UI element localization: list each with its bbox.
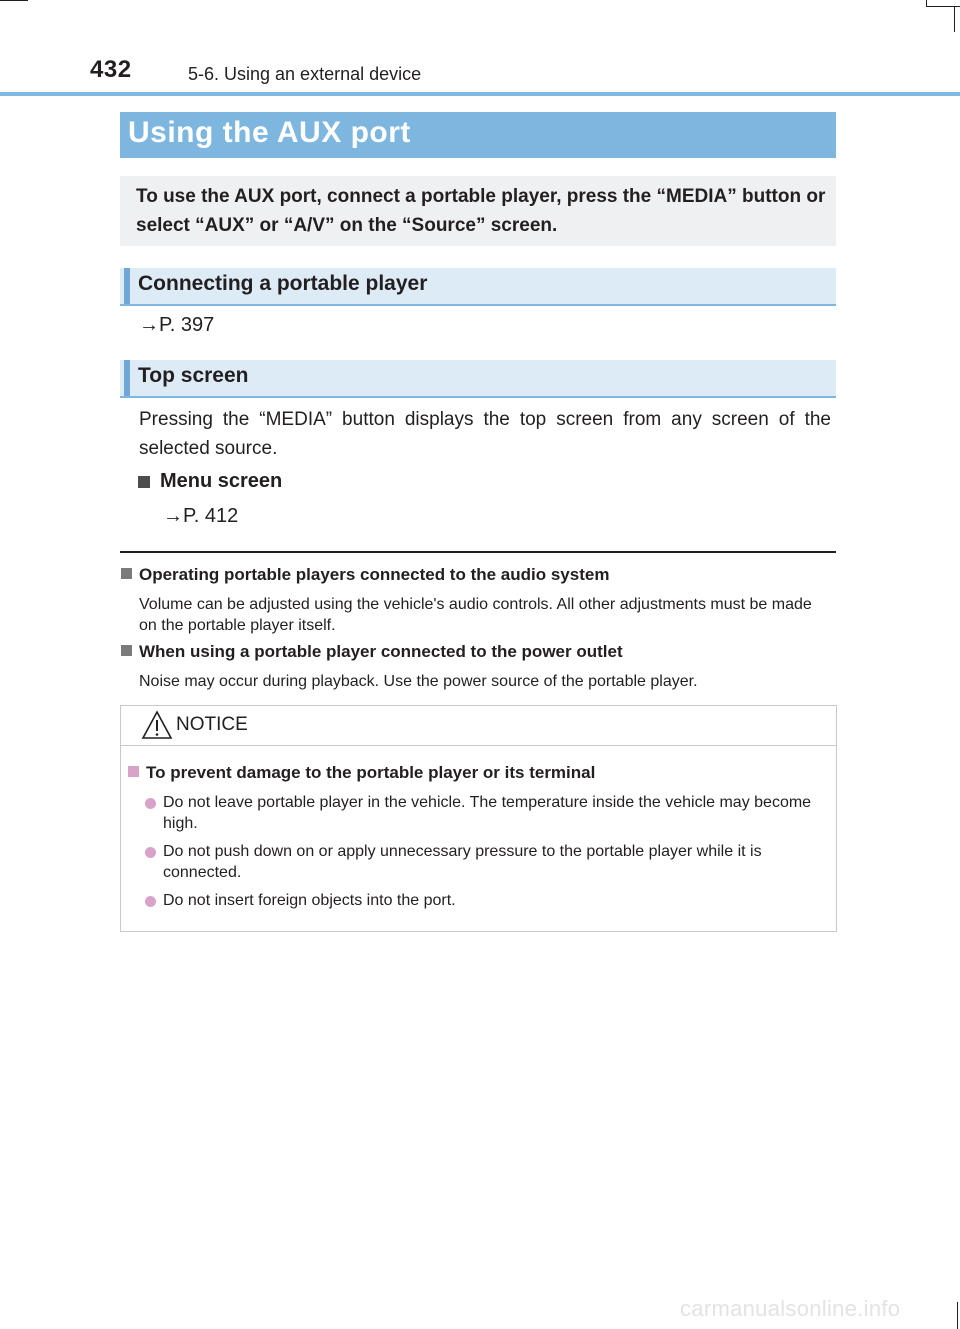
menu-screen-heading: Menu screen (138, 470, 282, 493)
notice-label: NOTICE (176, 714, 248, 735)
page-number: 432 (90, 56, 132, 83)
page-reference-link[interactable]: →P. 412 (163, 505, 239, 527)
notice-bullet-item: Do not push down on or apply unnecessary pressure to the portable player while it is connected. (163, 841, 829, 883)
page-reference-link[interactable]: →P. 397 (139, 314, 215, 336)
arrow-right-icon: → (163, 505, 183, 527)
subheading-accent-bar (124, 268, 130, 304)
subheading-top-screen (120, 360, 836, 398)
notice-header (121, 706, 836, 746)
header-rule (0, 92, 960, 96)
subheading-label: Top screen (138, 364, 249, 387)
top-screen-text: Pressing the “MEDIA” button displays the top screen from any screen of the selected source. (139, 409, 831, 459)
square-bullet-icon (128, 766, 139, 777)
note-heading: Operating portable players connected to the audio system (121, 565, 609, 585)
warning-triangle-icon (141, 710, 173, 740)
subheading-accent-bar (124, 360, 130, 396)
circle-bullet-icon (145, 847, 156, 858)
notice-box (120, 705, 837, 932)
circle-bullet-icon (145, 798, 156, 809)
section-divider (120, 551, 836, 553)
circle-bullet-icon (145, 896, 156, 907)
page-title: Using the AUX port (128, 116, 411, 149)
section-title: 5-6. Using an external device (188, 64, 422, 84)
subheading-connecting (120, 268, 836, 306)
intro-text: To use the AUX port, connect a portable player, press the “MEDIA” button or select “AUX” or “A/V” on the “Source” screen. (136, 186, 826, 236)
square-bullet-icon (138, 476, 150, 488)
note-heading: When using a portable player connected to the power outlet (121, 642, 623, 662)
note-text: Volume can be adjusted using the vehicle's audio controls. All other adjustments must be made on the portable player itself. (139, 596, 812, 634)
crop-mark (954, 6, 955, 32)
note-text: Noise may occur during playback. Use the power source of the portable player. (139, 673, 698, 690)
notice-heading: To prevent damage to the portable player or its terminal (128, 763, 595, 783)
notice-bullet-item: Do not insert foreign objects into the port. (163, 890, 829, 911)
notice-bullet-item: Do not leave portable player in the vehicle. The temperature inside the vehicle may become high. (163, 792, 829, 834)
square-bullet-icon (121, 568, 132, 579)
intro-box (120, 176, 836, 246)
watermark: carmanualsonline.info (680, 1296, 901, 1321)
square-bullet-icon (121, 645, 132, 656)
crop-mark (0, 0, 28, 1)
arrow-right-icon: → (139, 314, 159, 336)
page-title-bar (120, 112, 836, 158)
subheading-label: Connecting a portable player (138, 272, 428, 295)
crop-mark (957, 1302, 958, 1329)
